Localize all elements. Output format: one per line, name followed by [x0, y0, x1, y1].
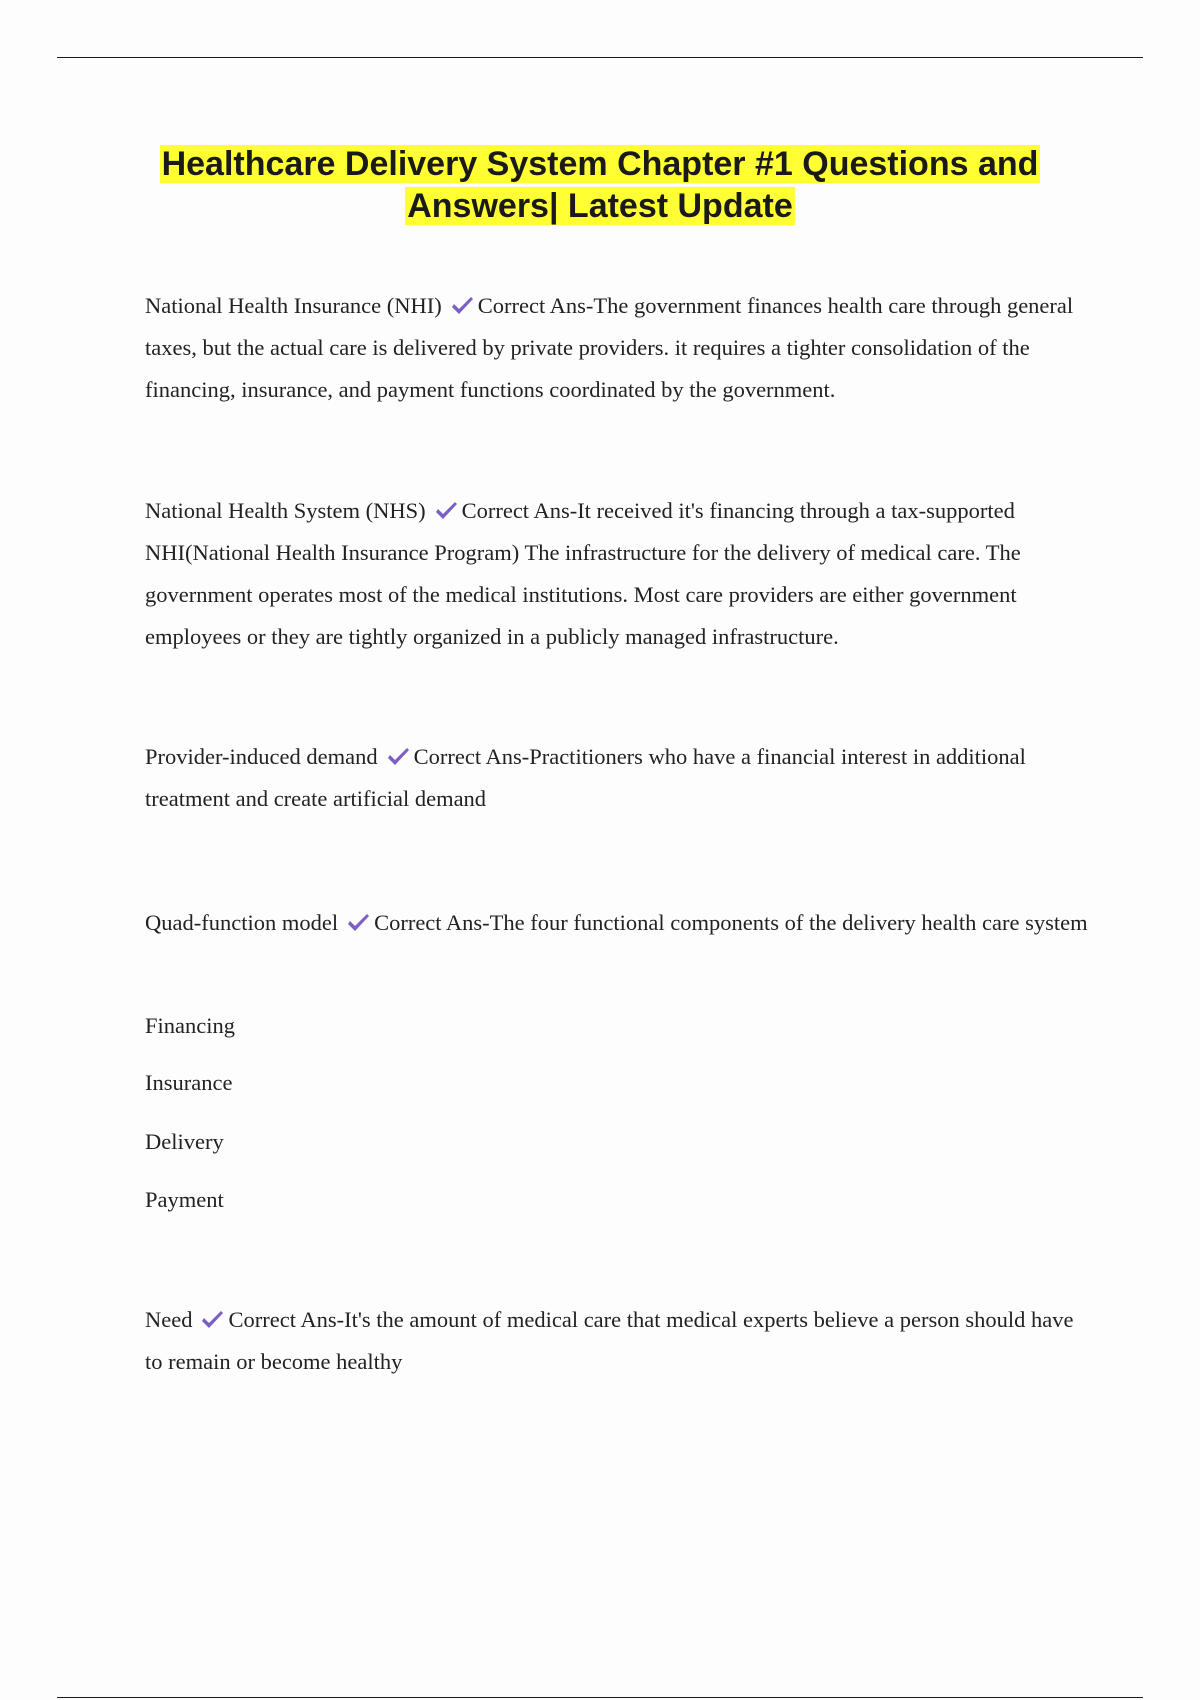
- document-title: [100, 143, 1100, 227]
- title-line-2: Answers| Latest Update: [407, 187, 793, 225]
- checkmark-icon: [200, 1310, 225, 1330]
- entry-term: Need: [145, 1307, 193, 1332]
- entry-answer: Correct Ans-Practitioners who have a financial interest in additional treatment and create artificial demand: [145, 744, 1026, 811]
- list-item: Delivery: [145, 1129, 224, 1154]
- list-item: Payment: [145, 1187, 224, 1212]
- qa-entry-quad-function-model: [145, 902, 1095, 944]
- list-item: Insurance: [145, 1070, 233, 1095]
- checkmark-icon: [450, 296, 475, 316]
- top-rule: [57, 57, 1143, 58]
- checkmark-icon: [434, 501, 459, 521]
- entry-term: Provider-induced demand: [145, 744, 378, 769]
- qa-entry-nhs: [145, 490, 1095, 658]
- qa-entry-need: [145, 1299, 1095, 1383]
- entry-term: Quad-function model: [145, 910, 339, 935]
- checkmark-icon: [386, 747, 411, 767]
- checkmark-icon: [346, 913, 371, 933]
- entry-term: National Health System (NHS): [145, 498, 426, 523]
- entry-answer: Correct Ans-The four functional components of the delivery health care system: [374, 910, 1088, 935]
- qa-entry-nhi: [145, 285, 1095, 411]
- entry-term: National Health Insurance (NHI): [145, 293, 442, 318]
- entry-answer: Correct Ans-It's the amount of medical care that medical experts believe a person should have to remain or become healthy: [145, 1307, 1074, 1374]
- entry-answer: Correct Ans-It received it's financing through a tax-supported NHI(National Health Insurance Program) The infrastructure for the delivery of medical care. The government operates most of the medical institutions. Most care providers are either government employees or they are tightly organized in a publicly managed infrastructure.: [145, 498, 1021, 649]
- title-line-1: Healthcare Delivery System Chapter #1 Questions and: [161, 145, 1039, 183]
- qa-entry-provider-induced-demand: [145, 736, 1095, 820]
- bottom-rule: [57, 1697, 1143, 1698]
- entry-answer: Correct Ans-The government finances health care through general taxes, but the actual care is delivered by private providers. it requires a tighter consolidation of the financing, insurance, and payment functions coordinated by the government.: [145, 293, 1074, 402]
- list-item: Financing: [145, 1013, 235, 1038]
